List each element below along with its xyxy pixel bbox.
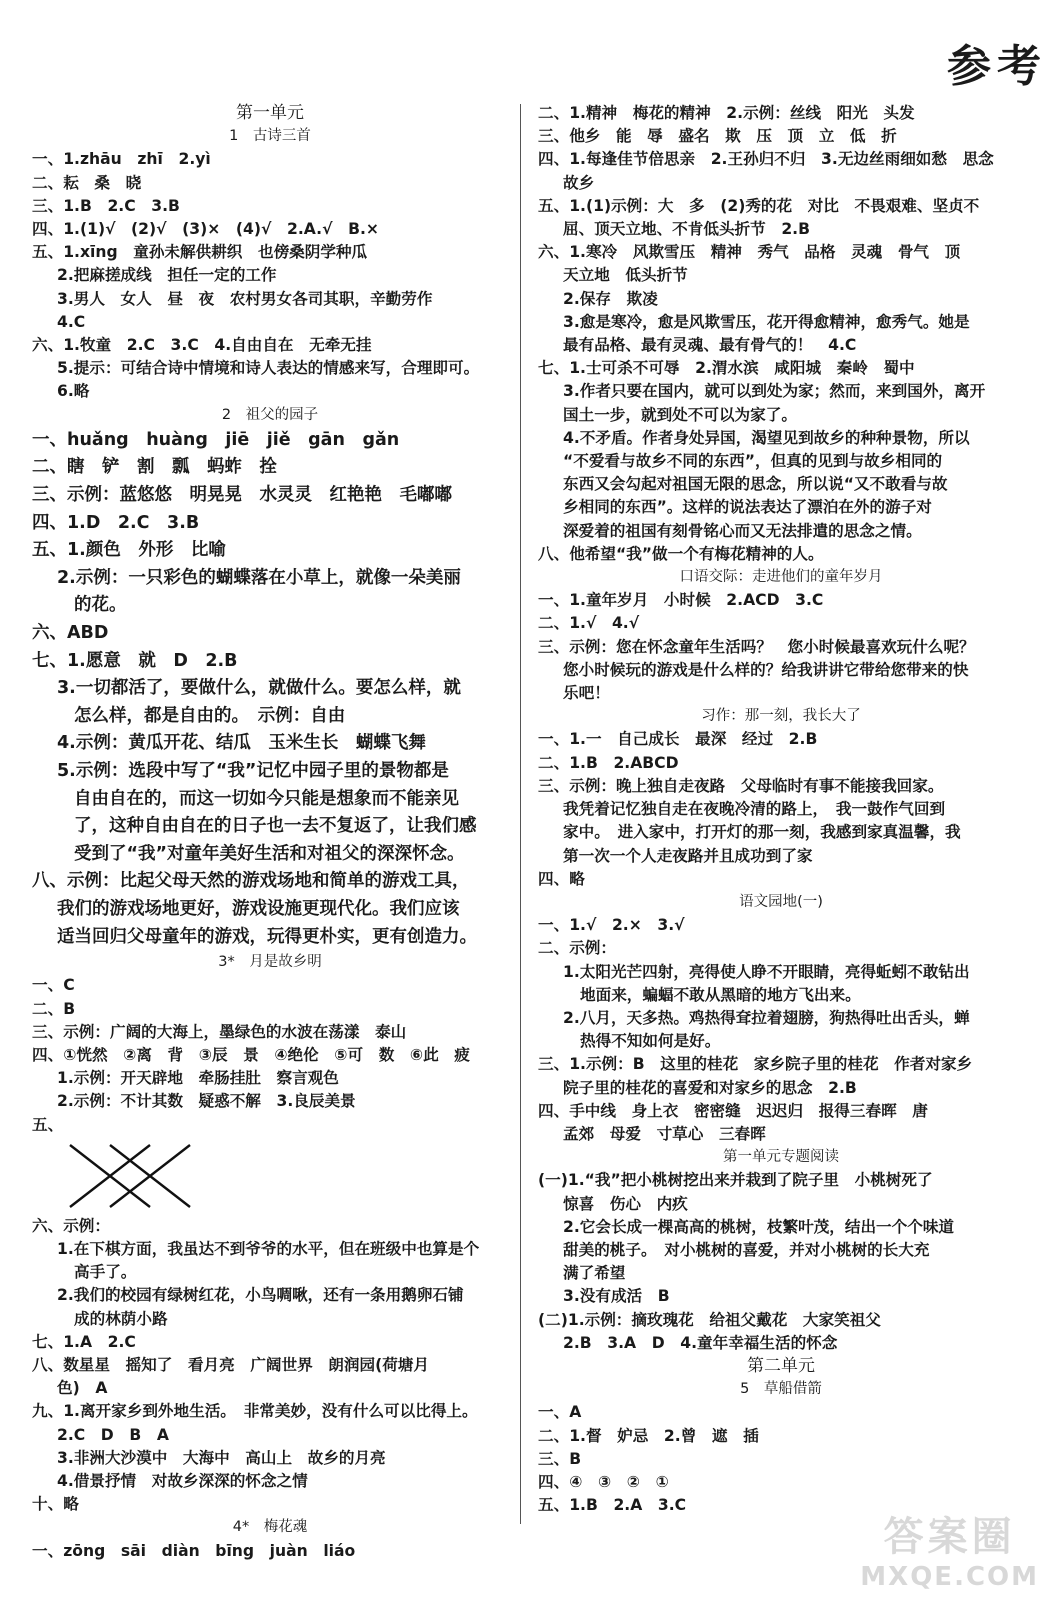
answer-line: 三、1.B 2.C 3.B <box>32 196 180 215</box>
crossed-lines-diagram <box>58 1137 208 1215</box>
answer-line: 三、示例：您在怀念童年生活吗？ 您小时候最喜欢玩什么呢？ <box>538 637 975 656</box>
answer-line: 自由自在的，而这一切如今只能是想象而不能亲见 <box>74 788 459 809</box>
answer-line: 二、1.√ 4.√ <box>538 614 640 633</box>
answer-line: 四、1.(1)√ (2)√ (3)× (4)√ 2.A.√ B.× <box>32 220 379 239</box>
answer-line: 4.C <box>57 312 86 331</box>
answer-line: 6.略 <box>57 382 90 401</box>
answer-line: 六、1.牧童 2.C 3.C 4.自由自在 无牵无挂 <box>32 336 372 355</box>
answer-line: 地面来，蝙蝠不敢从黑暗的地方飞出来。 <box>580 985 861 1004</box>
answer-line: (一)1.“我”把小桃树挖出来并栽到了院子里 小桃树死了 <box>538 1171 933 1190</box>
unit-heading: 第二单元 <box>747 1355 815 1376</box>
answer-line: 六、1.寒冷 风欺雪压 精神 秀气 品格 灵魂 骨气 顶 <box>538 243 961 262</box>
answer-line: 乡相同的东西”。这样的说法表达了漂泊在外的游子对 <box>563 498 932 517</box>
answer-line: 四、手中线 身上衣 密密缝 迟迟归 报得三春晖 唐 <box>538 1101 928 1120</box>
answer-line: 甜美的桃子。 对小桃树的喜爱，并对小桃树的长大充 <box>563 1240 930 1259</box>
answer-line: 3.男人 女人 昼 夜 农村男女各司其职，辛勤劳作 <box>57 289 433 308</box>
answer-line: 2.C D B A <box>57 1425 169 1444</box>
answer-line: “不爱看与故乡不同的东西”，但真的见到与故乡相同的 <box>563 452 943 471</box>
answer-line: 3.作者只要在国内，就可以到处为家；然而，来到国外，离开 <box>563 382 986 401</box>
answer-line: 三、他乡 能 辱 盛名 欺 压 顶 立 低 折 <box>538 127 897 146</box>
column-divider <box>520 104 521 1524</box>
answer-line: 一、1.√ 2.× 3.√ <box>538 916 685 935</box>
answer-line: 五、1.(1)示例：大 多 (2)秀的花 对比 不畏艰难、坚贞不 <box>538 196 980 215</box>
answer-line: 五、 <box>32 1115 64 1134</box>
answer-line: 天立地 低头折节 <box>563 266 688 285</box>
answer-line: 2.保存 欺凌 <box>563 289 658 308</box>
answer-line: 二、耘 桑 晓 <box>32 173 142 192</box>
lesson-heading: 1 古诗三首 <box>229 128 311 145</box>
answer-line: 4.借景抒情 对故乡深深的怀念之情 <box>57 1471 308 1490</box>
answer-line: 七、1.A 2.C <box>32 1332 136 1351</box>
answer-line: 孟郊 母爱 寸草心 三春晖 <box>563 1124 766 1143</box>
answer-line: 七、1.愿意 就 D 2.B <box>32 650 238 671</box>
answer-line: 了，这种自由自在的日子也一去不复返了，让我们感 <box>74 816 477 837</box>
lesson-heading: 3* 月是故乡明 <box>218 954 322 971</box>
watermark-url: MXQE.COM <box>860 1562 1039 1592</box>
answer-line: 二、1.B 2.ABCD <box>538 753 679 772</box>
answer-line: 2.我们的校园有绿树红花，小鸟啁啾，还有一条用鹅卵石铺 <box>57 1286 464 1305</box>
answer-line: 成的林荫小路 <box>74 1309 168 1328</box>
answer-line: 二、1.精神 梅花的精神 2.示例：丝线 阳光 头发 <box>538 104 915 122</box>
answer-line: 东西又会勾起对祖国无限的思念，所以说“又不敢看与故 <box>563 475 948 494</box>
lesson-heading: 5 草船借箭 <box>740 1381 822 1398</box>
answer-line: 适当回归父母童年的游戏，玩得更朴实，更有创造力。 <box>57 926 477 947</box>
answer-line: 高手了。 <box>74 1263 137 1282</box>
answer-line: 三、1.示例：B 这里的桂花 家乡院子里的桂花 作者对家乡 <box>538 1055 973 1074</box>
lesson-heading: 第一单元专题阅读 <box>723 1149 839 1166</box>
answer-line: 色) A <box>57 1379 108 1398</box>
answer-line: 最有品格、最有灵魂、最有骨气的！ 4.C <box>563 336 857 355</box>
answer-line: 三、示例：晚上独自走夜路 父母临时有事不能接我回家。 <box>538 776 944 795</box>
answer-line: 三、示例：蓝悠悠 明晃晃 水灵灵 红艳艳 毛嘟嘟 <box>32 485 452 506</box>
answer-line: 院子里的桂花的喜爱和对家乡的思念 2.B <box>563 1078 857 1097</box>
answer-column-right <box>538 102 1024 1517</box>
answer-line: 2.把麻搓成线 担任一定的工作 <box>57 266 277 285</box>
answer-line: 您小时候玩的游戏是什么样的？给我讲讲它带给您带来的快 <box>563 660 969 679</box>
answer-line: 八、示例：比起父母天然的游戏场地和简单的游戏工具， <box>32 871 470 892</box>
answer-line: 1.太阳光芒四射，亮得使人睁不开眼睛，亮得蚯蚓不敢钻出 <box>563 962 970 981</box>
answer-line: 四、④ ③ ② ① <box>538 1472 669 1491</box>
answer-line: 我凭着记忆独自走在夜晚冷清的路上， 我一鼓作气回到 <box>563 800 946 819</box>
lesson-heading: 语文园地(一) <box>739 893 823 910</box>
answer-line: 一、1.童年岁月 小时候 2.ACD 3.C <box>538 591 824 610</box>
lesson-heading: 口语交际：走进他们的童年岁月 <box>679 569 883 586</box>
answer-line: 一、A <box>538 1403 582 1422</box>
answer-line: 二、示例： <box>538 939 616 958</box>
answer-line: 十、略 <box>32 1495 79 1514</box>
answer-line: 满了希望 <box>563 1264 626 1283</box>
answer-line: 故乡 <box>563 173 595 192</box>
answer-line: 二、1.督 妒忌 2.曾 遮 插 <box>538 1426 759 1445</box>
answer-line: 第一次一个人走夜路并且成功到了家 <box>563 846 813 865</box>
lesson-heading: 习作：那一刻，我长大了 <box>701 708 861 725</box>
answer-line: 2.示例：不计其数 疑惑不解 3.良辰美景 <box>57 1092 356 1111</box>
answer-line: 四、1.D 2.C 3.B <box>32 512 200 533</box>
answer-line: 深爱着的祖国有刻骨铭心而又无法排遣的思念之情。 <box>563 521 922 540</box>
watermark-logo-text: 答案圈 <box>883 1514 1016 1560</box>
answer-line: 2.它会长成一棵高高的桃树，枝繁叶茂，结出一个个味道 <box>563 1217 955 1236</box>
answer-line: 2.八月，天多热。鸡热得耷拉着翅膀，狗热得吐出舌头，蝉 <box>563 1008 970 1027</box>
answer-line: 3.愈是寒冷，愈是风欺雪压，花开得愈精神，愈秀气。她是 <box>563 312 970 331</box>
answer-line: 2.示例：一只彩色的蝴蝶落在小草上，就像一朵美丽 <box>57 567 461 588</box>
answer-line: 家中。 进入家中，打开灯的那一刻，我感到家真温馨，我 <box>563 823 961 842</box>
answer-line: 屈、顶天立地、不肯低头折节 2.B <box>563 220 810 239</box>
answer-line: 一、C <box>32 976 75 995</box>
answer-line: 的花。 <box>74 595 127 616</box>
answer-line: 九、1.离开家乡到外地生活。 非常美妙，没有什么可以比得上。 <box>32 1402 478 1421</box>
answer-line: 4.示例：黄瓜开花、结瓜 玉米生长 蝴蝶飞舞 <box>57 733 426 754</box>
answer-line: 3.一切都活了，要做什么，就做什么。要怎么样，就 <box>57 678 461 699</box>
answer-line: 四、略 <box>538 869 585 888</box>
lesson-heading: 4* 梅花魂 <box>232 1519 308 1536</box>
matching-lines-figure <box>58 1137 208 1215</box>
answer-line: 一、1.一 自己成长 最深 经过 2.B <box>538 730 818 749</box>
answer-line: 3.没有成活 B <box>563 1287 670 1306</box>
answer-line: 一、zōng sāi diàn bīng juàn liáo <box>32 1541 356 1560</box>
answer-column-left <box>32 102 508 1563</box>
lesson-heading: 2 祖父的园子 <box>221 406 319 423</box>
answer-line: 我们的游戏场地更好，游戏设施更现代化。我们应该 <box>57 898 460 919</box>
answer-line: (二)1.示例：摘玫瑰花 给祖父戴花 大家笑祖父 <box>538 1310 881 1329</box>
answer-line: 二、瞎 铲 割 瓢 蚂蚱 拴 <box>32 457 277 478</box>
answer-line: 一、huǎng huàng jiē jiě gān gǎn <box>32 429 400 450</box>
answer-line: 1.在下棋方面，我虽达不到爷爷的水平，但在班级中也算是个 <box>57 1239 480 1258</box>
answer-line: 怎么样，都是自由的。 示例：自由 <box>74 705 346 726</box>
answer-line: 四、1.每逢佳节倍思亲 2.王孙归不归 3.无边丝雨细如愁 思念 <box>538 150 994 169</box>
page-header-title: 参考 <box>947 41 1047 92</box>
unit-heading: 第一单元 <box>236 103 304 123</box>
answer-line: 2.B 3.A D 4.童年幸福生活的怀念 <box>563 1333 838 1352</box>
answer-line: 六、ABD <box>32 623 109 643</box>
answer-line: 一、1.zhāu zhī 2.yì <box>32 150 211 169</box>
answer-line: 八、数星星 摇知了 看月亮 广阔世界 朗润园(荷塘月 <box>32 1355 429 1374</box>
answer-line: 1.示例：开天辟地 牵肠挂肚 察言观色 <box>57 1069 339 1088</box>
answer-line: 四、①恍然 ②离 背 ③辰 景 ④绝伦 ⑤可 数 ⑥此 疲 <box>32 1045 470 1064</box>
answer-line: 七、1.士可杀不可辱 2.渭水滨 咸阳城 秦岭 蜀中 <box>538 359 915 378</box>
answer-line: 3.非洲大沙漠中 大海中 高山上 故乡的月亮 <box>57 1448 386 1467</box>
answer-line: 六、示例： <box>32 1216 110 1235</box>
answer-line: 三、示例：广阔的大海上，墨绿色的水波在荡漾 泰山 <box>32 1022 407 1041</box>
answer-line: 国土一步，就到处不可以为家了。 <box>563 405 797 424</box>
answer-line: 5.示例：选段中写了“我”记忆中园子里的景物都是 <box>57 760 449 781</box>
answer-line: 五、1.B 2.A 3.C <box>538 1496 687 1515</box>
answer-line: 五、1.颜色 外形 比喻 <box>32 540 226 561</box>
answer-line: 八、他希望“我”做一个有梅花精神的人。 <box>538 544 824 563</box>
answer-line: 惊喜 伤心 内疚 <box>563 1194 688 1213</box>
site-watermark <box>860 1505 1039 1592</box>
answer-line: 三、B <box>538 1449 582 1468</box>
answer-line: 二、B <box>32 999 76 1018</box>
answer-line: 五、1.xīng 童孙未解供耕织 也傍桑阴学种瓜 <box>32 243 368 262</box>
answer-line: 5.提示：可结合诗中情境和诗人表达的情感来写，合理即可。 <box>57 359 480 378</box>
answer-line: 受到了“我”对童年美好生活和对祖父的深深怀念。 <box>74 843 465 864</box>
answer-line: 乐吧！ <box>563 684 610 703</box>
answer-line: 4.不矛盾。作者身处异国，渴望见到故乡的种种景物，所以 <box>563 428 970 447</box>
answer-line: 热得不知如何是好。 <box>580 1032 721 1051</box>
